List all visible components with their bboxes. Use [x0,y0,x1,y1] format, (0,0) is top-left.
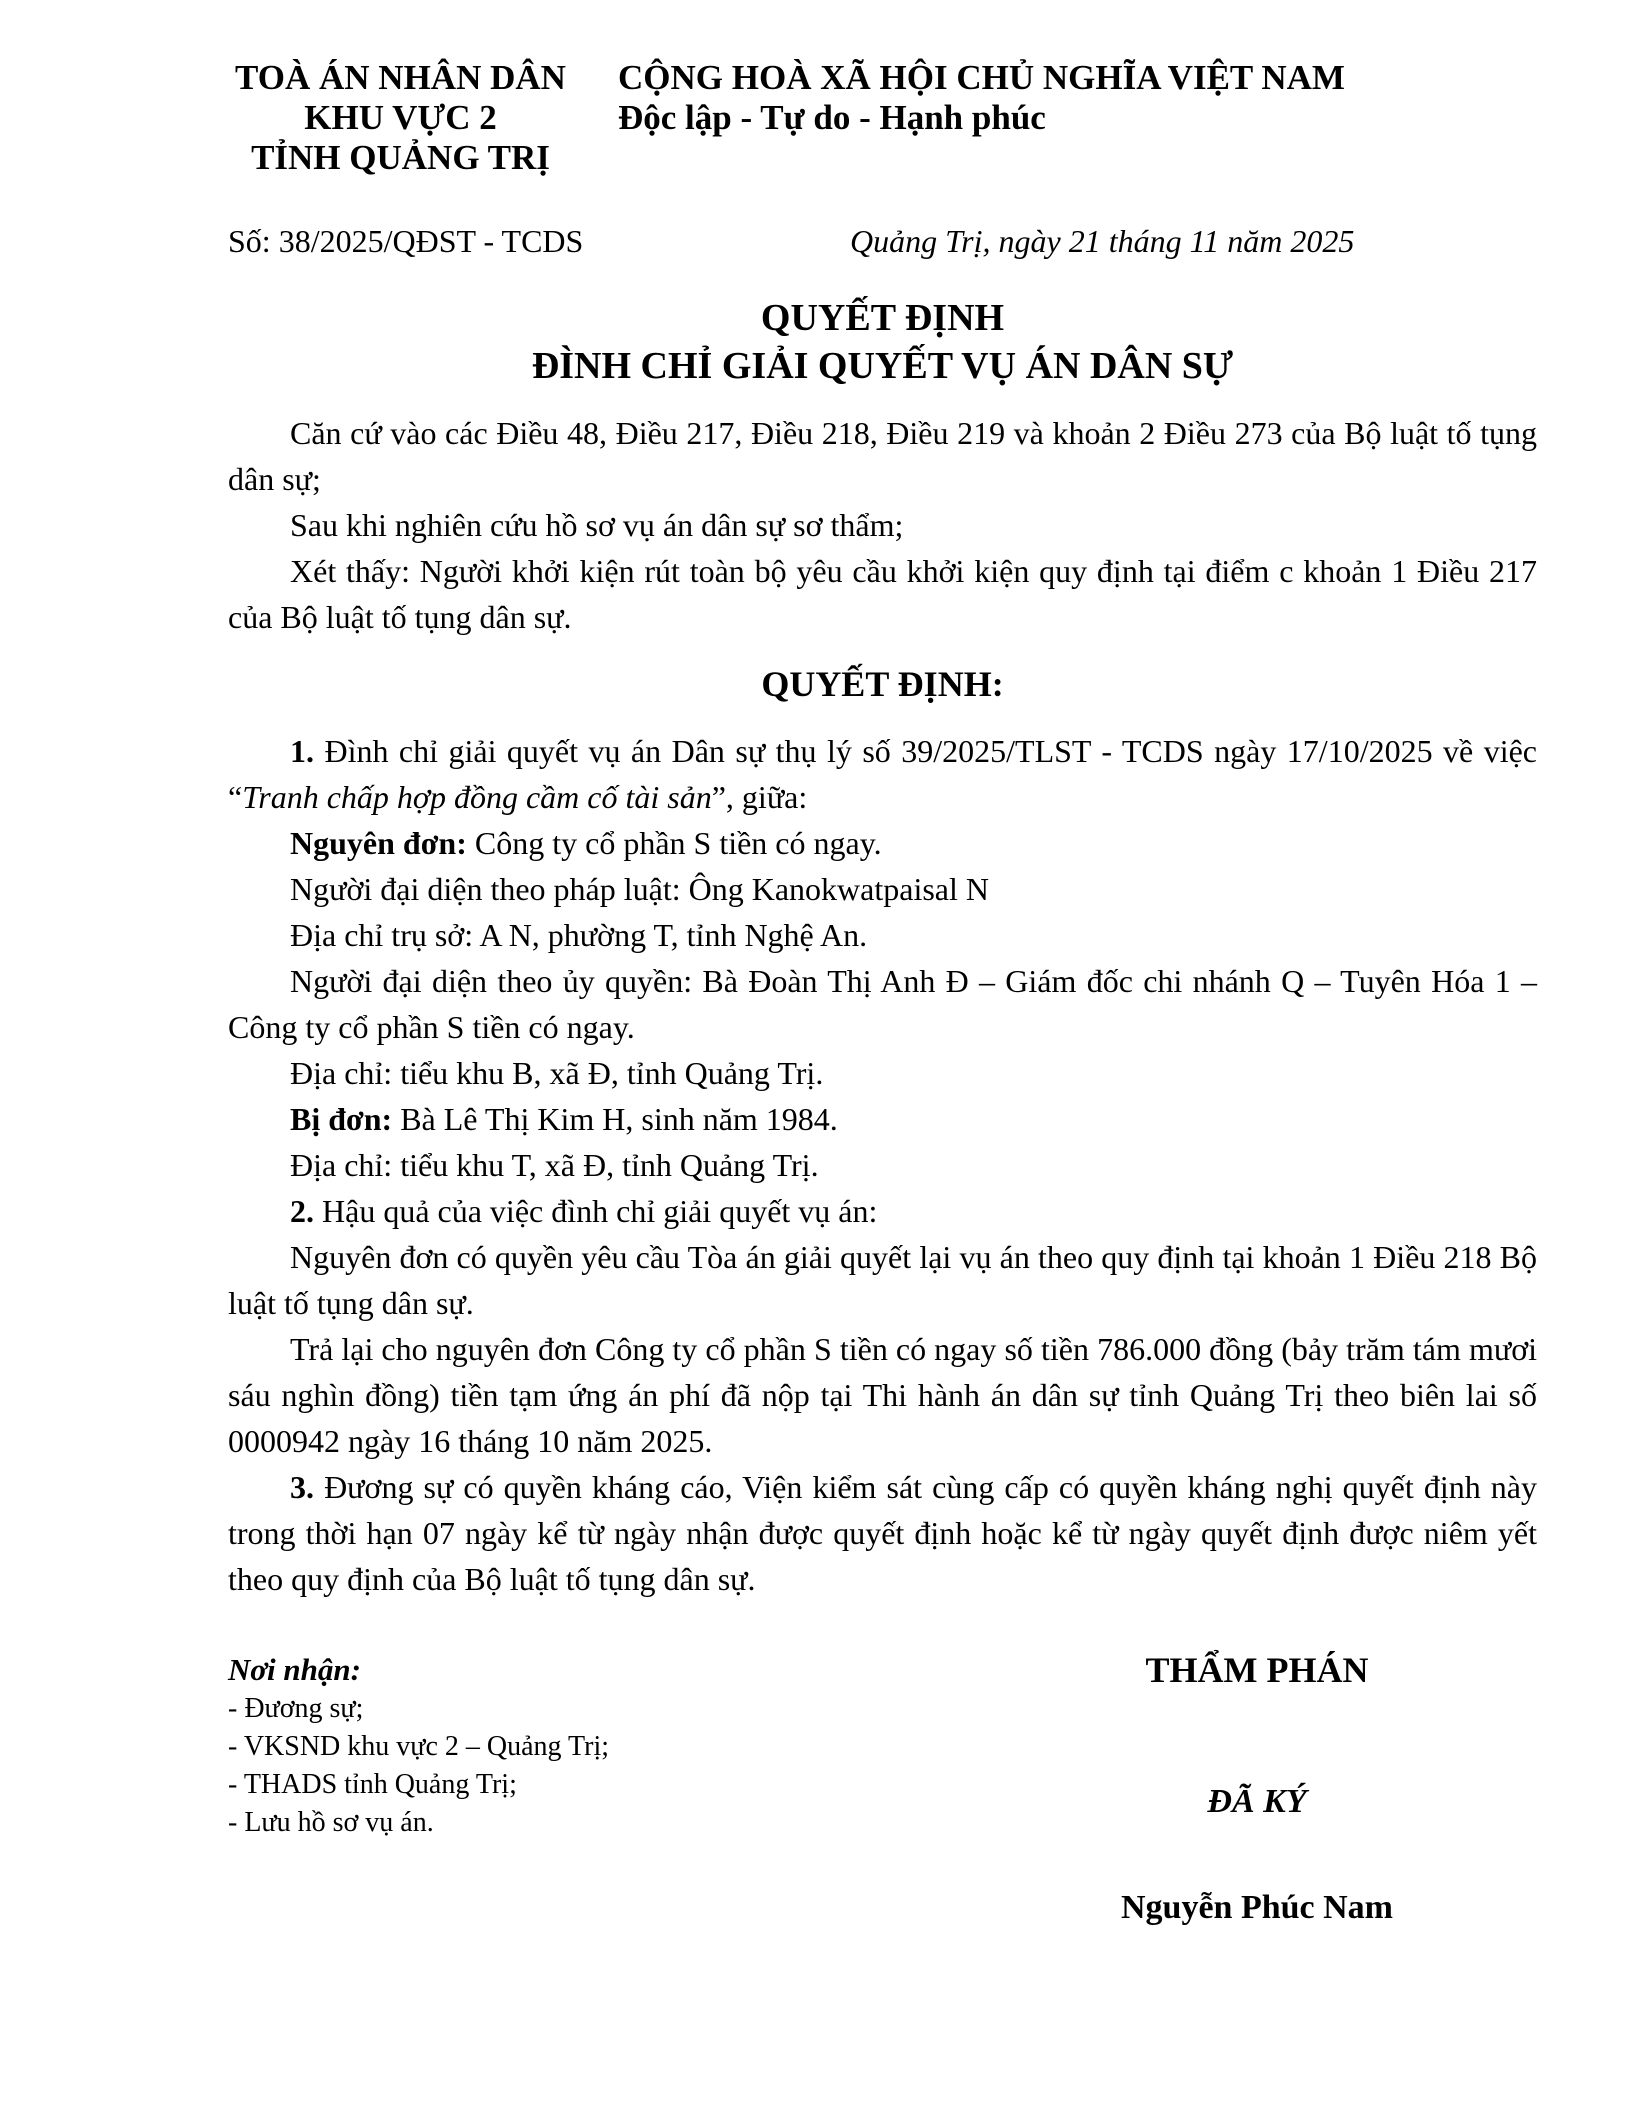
decision-body [228,728,1537,1602]
case-name-quote: Tranh chấp hợp đồng cầm cố tài sản [242,779,712,815]
decision-title: QUYẾT ĐỊNH [760,297,1005,339]
decision-subtitle: ĐÌNH CHỈ GIẢI QUYẾT VỤ ÁN DÂN SỰ [531,345,1234,387]
court-name-line2: KHU VỰC 2 [304,98,497,137]
defendant-line [228,1096,1537,1142]
decision-item-3 [228,1464,1537,1602]
court-name-line3: TỈNH QUẢNG TRỊ [251,138,550,177]
preamble-section [228,410,1537,640]
item-1-text: Đình chỉ giải quyết vụ án Dân sự thụ lý số 39/2025/TLST - TCDS ngày 17/10/2025 về việc “ [228,733,1537,815]
defendant-name: Bà Lê Thị Kim H, sinh năm 1984. [392,1101,838,1137]
plaintiff-label: Nguyên đơn: [290,825,467,861]
plaintiff-name: Công ty cổ phần S tiền có ngay. [466,825,882,861]
authorized-representative-line: Người đại diện theo ủy quyền: Bà Đoàn Thị Anh Đ – Giám đốc chi nhánh Q – Tuyên Hóa 1 – Công ty cổ phần S tiền có ngay. [228,963,1537,1045]
document-header [228,58,1537,178]
hq-address-line: Địa chỉ trụ sở: A N, phường T, tỉnh Nghệ An. [290,917,868,953]
recipient-item: - VKSND khu vực 2 – Quảng Trị; [228,1731,610,1762]
item-3-text: Đương sự có quyền kháng cáo, Viện kiểm sát cùng cấp có quyền kháng nghị quyết định này trong thời hạn 07 ngày kể từ ngày nhận được quyết định hoặc kể từ ngày quyết định được niêm yết theo quy định của Bộ luật tố tụng dân sự. [228,1469,1537,1597]
item-2-text: Hậu quả của việc đình chỉ giải quyết vụ án: [314,1193,878,1229]
legal-representative-line: Người đại diện theo pháp luật: Ông Kanokwatpaisal N [290,871,989,907]
title-block [228,294,1537,390]
signature-role: THẨM PHÁN [1145,1650,1369,1690]
republic-motto: Độc lập - Tự do - Hạnh phúc [618,98,1046,137]
item-1-number: 1. [290,733,314,769]
item-2-number: 2. [290,1193,314,1229]
item-3-number: 3. [290,1469,314,1505]
recipients-block [228,1650,977,1928]
defendant-label: Bị đơn: [290,1101,393,1137]
republic-block [618,58,1345,138]
representative-address-line: Địa chỉ: tiểu khu B, xã Đ, tỉnh Quảng Trị. [290,1055,824,1091]
plaintiff-line [228,820,1537,866]
decision-item-2 [228,1188,1537,1234]
document-footer [228,1650,1537,1928]
defendant-address-line: Địa chỉ: tiểu khu T, xã Đ, tỉnh Quảng Trị. [290,1147,819,1183]
judge-name: Nguyễn Phúc Nam [1120,1889,1394,1926]
doc-number: Số: 38/2025/QĐST - TCDS [228,223,584,259]
place-date-line: Quảng Trị, ngày 21 tháng 11 năm 2025 [850,223,1355,259]
signature-block [977,1650,1537,1928]
recipients-label: Nơi nhận: [228,1652,361,1687]
preamble-review: Sau khi nghiên cứu hồ sơ vụ án dân sự sơ thẩm; [290,507,904,543]
republic-name: CỘNG HOÀ XÃ HỘI CHỦ NGHĨA VIỆT NAM [618,58,1345,97]
preamble-legal-basis: Căn cứ vào các Điều 48, Điều 217, Điều 218, Điều 219 và khoản 2 Điều 273 của Bộ luật tố tụng dân sự; [228,415,1537,497]
signed-note: ĐÃ KÝ [1207,1783,1307,1820]
decision-item-1 [228,728,1537,820]
court-block [228,58,573,178]
number-date-row [228,218,1537,264]
reopen-right-line: Nguyên đơn có quyền yêu cầu Tòa án giải quyết lại vụ án theo quy định tại khoản 1 Điều 218 Bộ luật tố tụng dân sự. [228,1239,1537,1321]
preamble-findings: Xét thấy: Người khởi kiện rút toàn bộ yêu cầu khởi kiện quy định tại điểm c khoản 1 Điều 217 của Bộ luật tố tụng dân sự. [228,553,1537,635]
recipient-item: - THADS tỉnh Quảng Trị; [228,1769,517,1800]
court-name-line1: TOÀ ÁN NHÂN DÂN [235,58,566,97]
item-1-text-end: ”, giữa: [711,779,808,815]
fee-refund-line: Trả lại cho nguyên đơn Công ty cổ phần S tiền có ngay số tiền 786.000 đồng (bảy trăm tám mươi sáu nghìn đồng) tiền tạm ứng án phí đã nộp tại Thi hành án dân sự tỉnh Quảng Trị theo biên lai số 0000942 ngày 16 tháng 10 năm 2025. [228,1331,1537,1459]
recipient-item: - Đương sự; [228,1693,364,1724]
recipient-item: - Lưu hồ sơ vụ án. [228,1807,434,1838]
decision-heading: QUYẾT ĐỊNH: [761,664,1004,704]
